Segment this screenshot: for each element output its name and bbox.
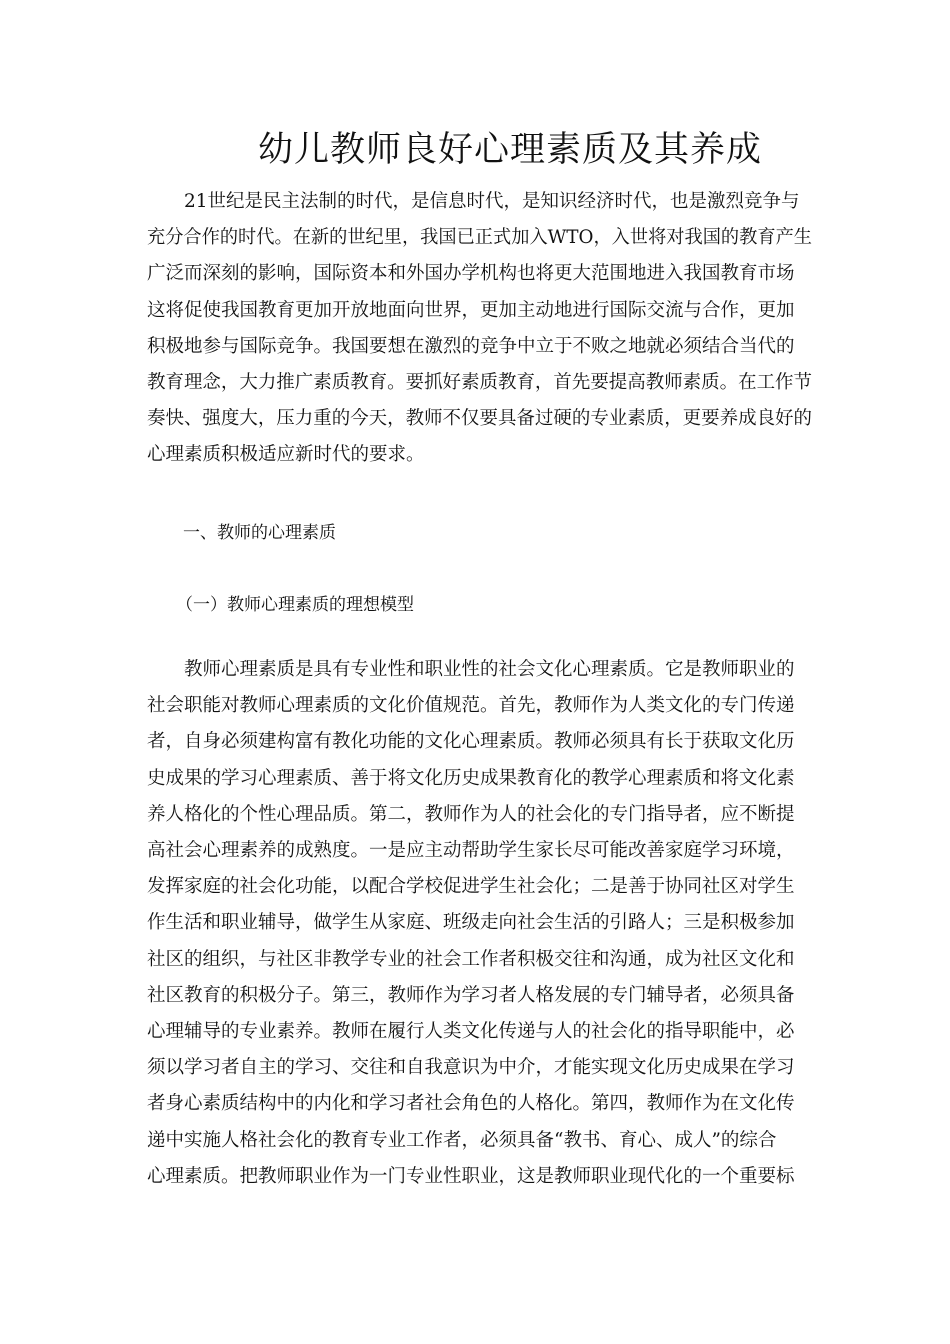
paragraph-line: 教育理念，大力推广素质教育。要抓好素质教育，首先要提高教师素质。在工作节 (147, 372, 812, 394)
paragraph-line: 心理素质。把教师职业作为一门专业性职业，这是教师职业现代化的一个重要标 (147, 1165, 795, 1187)
document-title: 幼儿教师良好心理素质及其养成 (257, 130, 762, 170)
paragraph-line: 社会职能对教师心理素质的文化价值规范。首先，教师作为人类文化的专门传递 (147, 695, 795, 717)
paragraph-line: 史成果的学习心理素质、善于将文化历史成果教育化的教学心理素质和将文化素 (147, 767, 795, 789)
paragraph-line: 心理辅导的专业素养。教师在履行人类文化传递与人的社会化的指导职能中，必 (147, 1021, 795, 1043)
paragraph-line: 递中实施人格社会化的教育专业工作者，必须具备“教书、育心、成人”的综合 (147, 1129, 777, 1151)
paragraph-line: 21世纪是民主法制的时代，是信息时代，是知识经济时代，也是激烈竞争与 (184, 191, 800, 212)
paragraph-line: 广泛而深刻的影响，国际资本和外国办学机构也将更大范围地进入我国教育市场 (147, 263, 795, 285)
paragraph-line: 者身心素质结构中的内化和学习者社会角色的人格化。第四，教师作为在文化传 (147, 1093, 795, 1115)
paragraph-line: 者，自身必须建构富有教化功能的文化心理素质。教师必须具有长于获取文化历 (147, 731, 795, 753)
paragraph-line: 作生活和职业辅导，做学生从家庭、班级走向社会生活的引路人；三是积极参加 (147, 912, 795, 934)
paragraph-line: 心理素质积极适应新时代的要求。 (147, 444, 425, 466)
paragraph-line: 教师心理素质是具有专业性和职业性的社会文化心理素质。它是教师职业的 (184, 659, 795, 680)
intro-paragraph (147, 184, 812, 474)
paragraph-line: 奏快、强度大，压力重的今天，教师不仅要具备过硬的专业素质，更要养成良好的 (147, 408, 812, 430)
paragraph-line: 这将促使我国教育更加开放地面向世界，更加主动地进行国际交流与合作，更加 (147, 299, 795, 321)
paragraph-line: 发挥家庭的社会化功能，以配合学校促进学生社会化；二是善于协同社区对学生 (147, 876, 795, 898)
subsection-heading: （一）教师心理素质的理想模型 (176, 595, 414, 615)
paragraph-line: 养人格化的个性心理品质。第二，教师作为人的社会化的专门指导者，应不断提 (147, 803, 795, 825)
paragraph-line: 须以学习者自主的学习、交往和自我意识为中介，才能实现文化历史成果在学习 (147, 1057, 795, 1079)
body-paragraph (147, 652, 812, 1195)
paragraph-line: 高社会心理素养的成熟度。一是应主动帮助学生家长尽可能改善家庭学习环境， (147, 840, 795, 862)
paragraph-line: 社区教育的积极分子。第三，教师作为学习者人格发展的专门辅导者，必须具备 (147, 984, 795, 1006)
paragraph-line: 积极地参与国际竞争。我国要想在激烈的竞争中立于不败之地就必须结合当代的 (147, 335, 795, 357)
paragraph-line: 充分合作的时代。在新的世纪里，我国已正式加入WTO，入世将对我国的教育产生 (147, 227, 812, 249)
section-heading: 一、教师的心理素质 (183, 523, 336, 543)
paragraph-line: 社区的组织，与社区非教学专业的社会工作者积极交往和沟通，成为社区文化和 (147, 948, 795, 970)
